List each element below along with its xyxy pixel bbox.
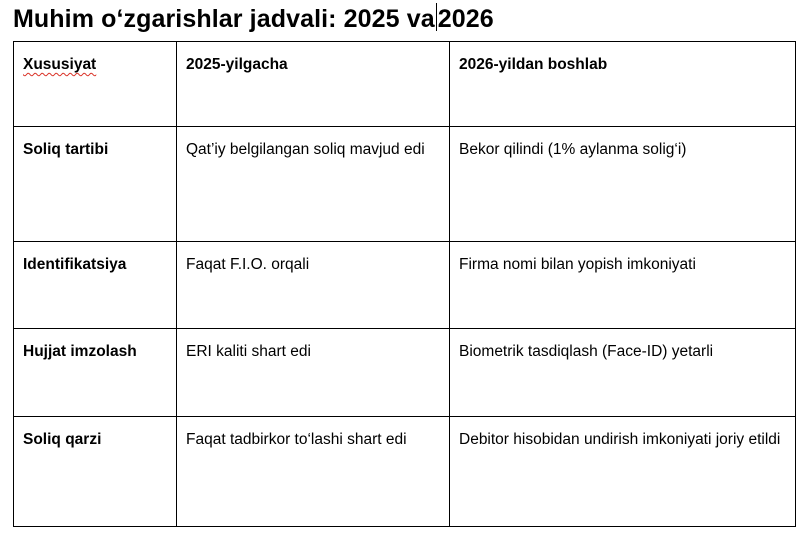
table-cell[interactable] (14, 329, 177, 417)
cell-text: ERI kaliti shart edi (186, 343, 311, 360)
cell-text: Debitor hisobidan undirish imkoniyati joriy etildi (459, 431, 781, 448)
table-cell[interactable] (177, 242, 450, 329)
page-title[interactable] (13, 2, 494, 36)
cell-text: Biometrik tasdiqlash (Face-ID) yetarli (459, 343, 714, 360)
cell-text: Faqat F.I.O. orqali (186, 256, 310, 273)
text-cursor (436, 3, 437, 31)
title-text: Muhim o‘zgarishlar jadvali: 2025 va (13, 5, 435, 33)
table-cell[interactable] (450, 329, 796, 417)
table-cell[interactable] (14, 42, 177, 127)
table-row (14, 417, 796, 527)
table-row (14, 242, 796, 329)
table-cell[interactable] (450, 42, 796, 127)
table-cell[interactable] (177, 42, 450, 127)
header-before-2025: 2025-yilgacha (186, 56, 288, 73)
table-cell[interactable] (450, 242, 796, 329)
table-cell[interactable] (177, 329, 450, 417)
table-cell[interactable] (14, 242, 177, 329)
row-label: Soliq qarzi (23, 431, 102, 448)
table-cell[interactable] (14, 417, 177, 527)
table-cell[interactable] (450, 127, 796, 242)
cell-text: Bekor qilindi (1% aylanma solig‘i) (459, 141, 687, 158)
cell-text: Firma nomi bilan yopish imkoniyati (459, 256, 696, 273)
row-label: Soliq tartibi (23, 141, 109, 158)
table-row (14, 127, 796, 242)
cell-text: Qat’iy belgilangan soliq mavjud edi (186, 141, 425, 158)
title-text-year: 2026 (437, 5, 494, 33)
table-row (14, 329, 796, 417)
header-from-2026: 2026-yildan boshlab (459, 56, 608, 73)
table-cell[interactable] (450, 417, 796, 527)
header-feature: Xususiyat (23, 56, 97, 73)
row-label: Identifikatsiya (23, 256, 127, 273)
table-cell[interactable] (177, 127, 450, 242)
cell-text: Faqat tadbirkor to‘lashi shart edi (186, 431, 407, 448)
table-header-row (14, 42, 796, 127)
comparison-table (13, 41, 796, 527)
row-label: Hujjat imzolash (23, 343, 137, 360)
table-cell[interactable] (14, 127, 177, 242)
table-cell[interactable] (177, 417, 450, 527)
